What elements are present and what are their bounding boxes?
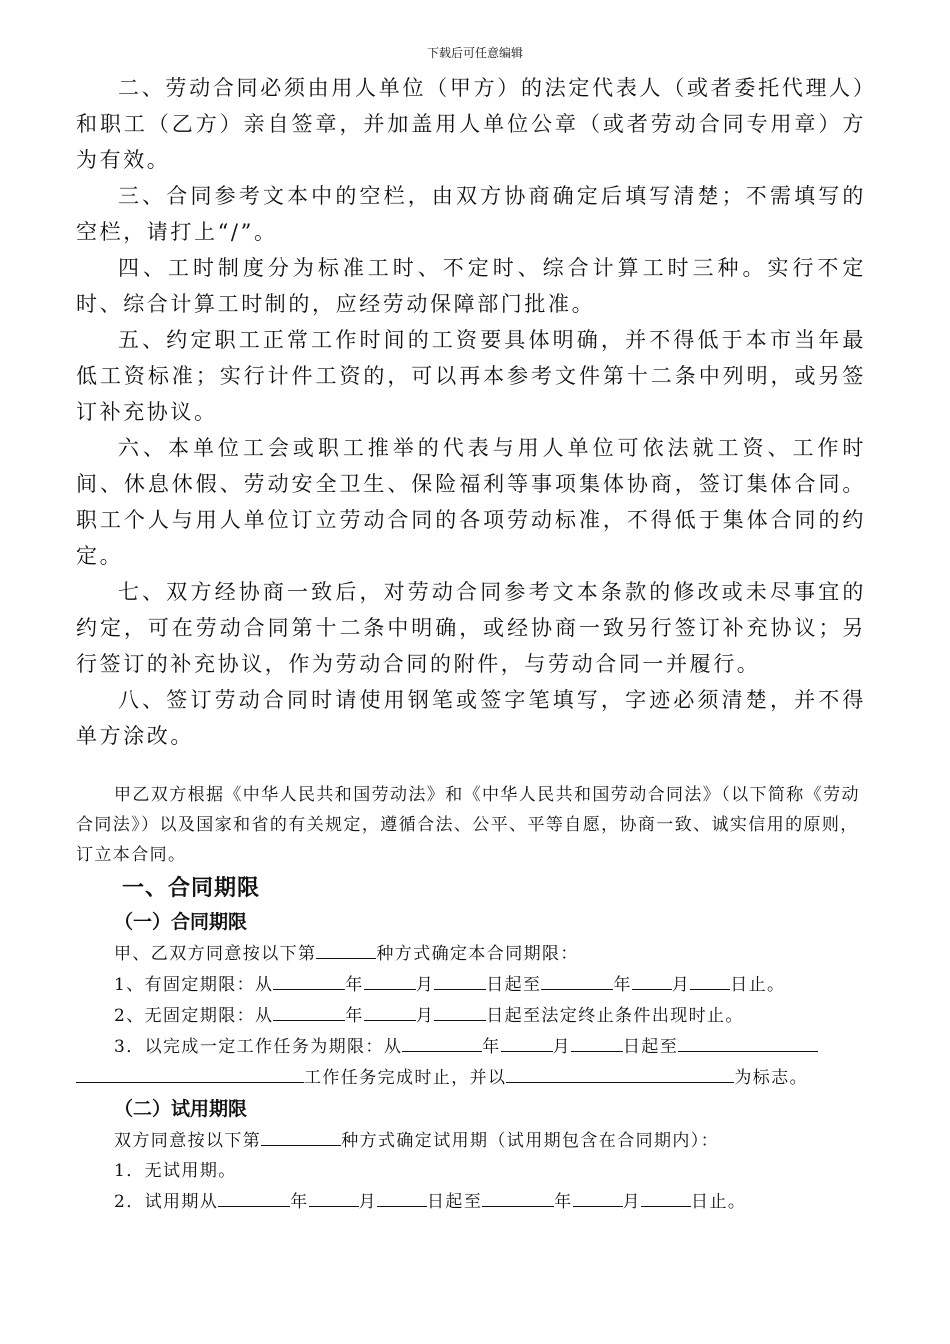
blank-field[interactable] — [632, 969, 672, 990]
section-title-term: 一、合同期限 — [122, 875, 261, 901]
intro-paragraph: 甲乙双方根据《中华人民共和国劳动法》和《中华人民共和国劳动合同法》（以下简称《劳动合同法》）以及国家和省的有关规定，遵循合法、公平、平等自愿，协商一致、诚实信用的原则，订立本合同。 — [76, 785, 860, 865]
term-option-1: 1、有固定期限：从 年 月 日起至 年 月 日止。 — [76, 969, 866, 1000]
note-item: 二、劳动合同必须由用人单位（甲方）的法定代表人（或者委托代理人）和职工（乙方）亲自签章，并加盖用人单位公章（或者劳动合同专用章）方为有效。 — [76, 76, 866, 172]
blank-field[interactable] — [501, 1031, 553, 1052]
probation-choice-blank[interactable] — [261, 1125, 341, 1146]
contract-body — [76, 780, 866, 1217]
probation-option-1: 1．无试用期。 — [114, 1161, 237, 1181]
blank-field[interactable] — [273, 969, 345, 990]
blank-field[interactable] — [506, 1062, 734, 1083]
blank-field[interactable] — [273, 1000, 345, 1021]
subsection-title-probation: （二）试用期限 — [114, 1098, 248, 1120]
page-header-note: 下载后可任意编辑 — [426, 46, 523, 60]
blank-field[interactable] — [482, 1186, 554, 1207]
blank-field[interactable] — [571, 1031, 623, 1052]
blank-field[interactable] — [678, 1031, 818, 1052]
probation-choice-line: 双方同意按以下第 种方式确定试用期（试用期包含在合同期内）： — [76, 1125, 866, 1156]
subsection-title-term: （一）合同期限 — [114, 911, 248, 933]
blank-field[interactable] — [573, 1186, 623, 1207]
term-option-3-cont: 工作任务完成时止，并以 为标志。 — [76, 1062, 866, 1093]
blank-field[interactable] — [364, 1000, 416, 1021]
term-option-3: 3．以完成一定工作任务为期限：从 年 月 日起至 — [76, 1031, 866, 1062]
term-choice-blank[interactable] — [316, 938, 376, 959]
note-item: 六、本单位工会或职工推举的代表与用人单位可依法就工资、工作时间、休息休假、劳动安全卫生、保险福利等事项集体协商，签订集体合同。职工个人与用人单位订立劳动合同的各项劳动标准，不得低于集体合同的约定。 — [76, 436, 866, 568]
note-item: 四、工时制度分为标准工时、不定时、综合计算工时三种。实行不定时、综合计算工时制的，应经劳动保障部门批准。 — [76, 256, 866, 316]
blank-field[interactable] — [641, 1186, 691, 1207]
term-choice-line: 甲、乙双方同意按以下第 种方式确定本合同期限： — [76, 938, 866, 969]
note-item: 五、约定职工正常工作时间的工资要具体明确，并不得低于本市当年最低工资标准；实行计件工资的，可以再本参考文件第十二条中列明，或另签订补充协议。 — [76, 328, 866, 424]
blank-field[interactable] — [218, 1186, 290, 1207]
note-item: 八、签订劳动合同时请使用钢笔或签字笔填写，字迹必须清楚，并不得单方涂改。 — [76, 688, 866, 748]
blank-field[interactable] — [541, 969, 613, 990]
blank-field[interactable] — [434, 969, 486, 990]
blank-field[interactable] — [434, 1000, 486, 1021]
blank-field[interactable] — [364, 969, 416, 990]
note-item: 三、合同参考文本中的空栏，由双方协商确定后填写清楚；不需填写的空栏，请打上“/”。 — [76, 184, 866, 244]
blank-field[interactable] — [309, 1186, 359, 1207]
blank-field[interactable] — [377, 1186, 427, 1207]
notes-section — [76, 70, 866, 754]
probation-option-2: 2．试用期从 年 月 日起至 年 月 日止。 — [76, 1186, 866, 1217]
blank-field[interactable] — [76, 1062, 304, 1083]
term-option-2: 2、无固定期限：从 年 月 日起至法定终止条件出现时止。 — [76, 1000, 866, 1031]
note-item: 七、双方经协商一致后，对劳动合同参考文本条款的修改或未尽事宜的约定，可在劳动合同第十二条中明确，或经协商一致另行签订补充协议；另行签订的补充协议，作为劳动合同的附件，与劳动合同一并履行。 — [76, 580, 866, 676]
blank-field[interactable] — [690, 969, 730, 990]
blank-field[interactable] — [402, 1031, 482, 1052]
